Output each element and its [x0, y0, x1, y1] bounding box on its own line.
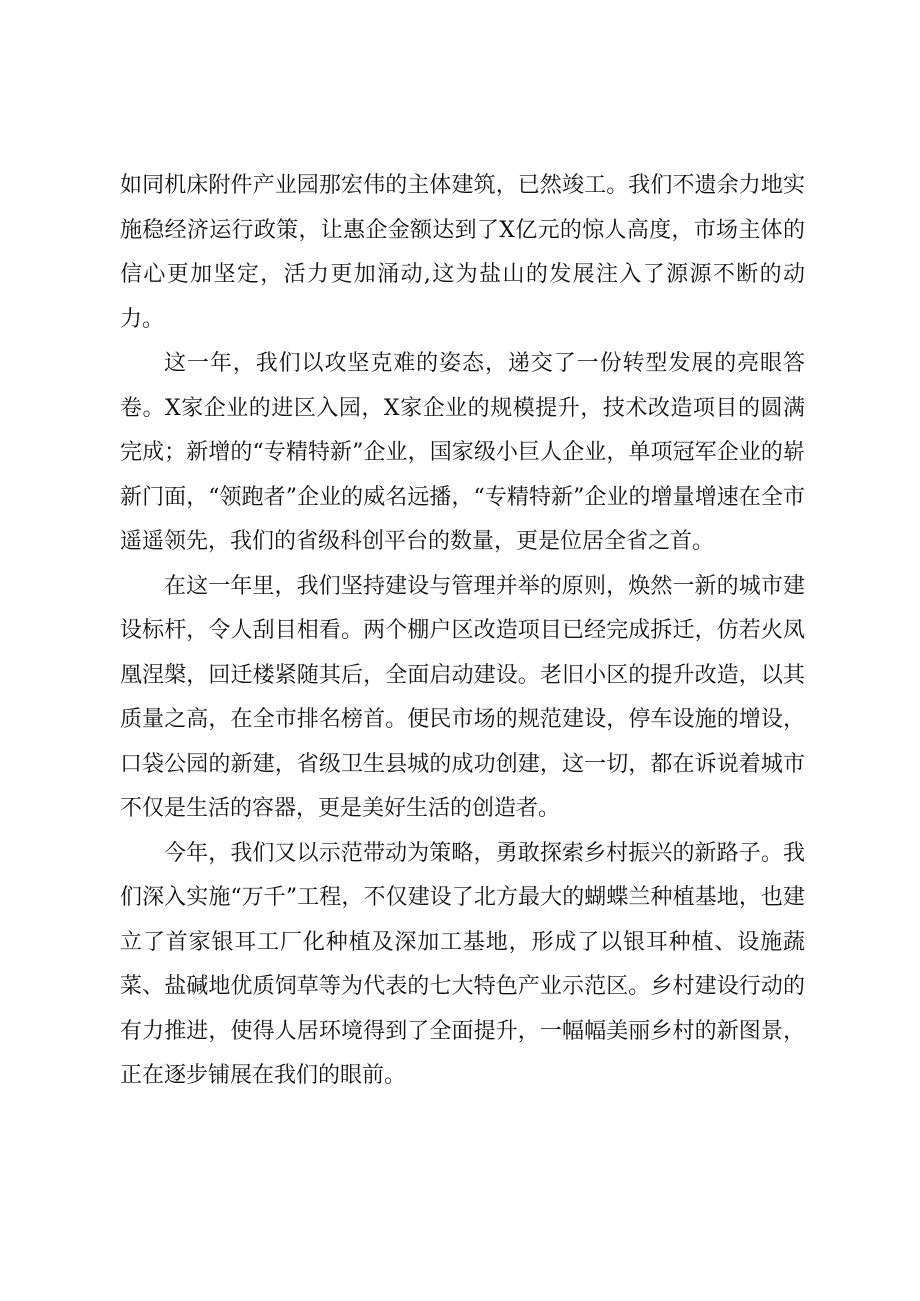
- paragraph: 在这一年里，我们坚持建设与管理并举的原则，焕然一新的城市建设标杆，令人刮目相看。两个棚户区改造项目已经完成拆迁，仿若火凤凰涅槃，回迁楼紧随其后，全面启动建设。老旧小区的提升改造，以其质量之高，在全市排名榜首。便民市场的规范建设，停车设施的增设，口袋公园的新建，省级卫生县城的成功创建，这一切，都在诉说着城市不仅是生活的容器，更是美好生活的创造者。: [120, 573, 805, 821]
- paragraph: 这一年，我们以攻坚克难的姿态，递交了一份转型发展的亮眼答卷。X家企业的进区入园，X家企业的规模提升，技术改造项目的圆满完成；新增的“专精特新”企业，国家级小巨人企业，单项冠军企业的崭新门面，“领跑者”企业的威名远播，“专精特新”企业的增量增速在全市遥遥领先，我们的省级科创平台的数量，更是位居全省之首。: [120, 351, 805, 554]
- paragraph: 如同机床附件产业园那宏伟的主体建筑，已然竣工。我们不遗余力地实施稳经济运行政策，让惠企金额达到了X亿元的惊人高度，市场主体的信心更加坚定，活力更加涌动,这为盐山的发展注入了源源不断的动力。: [120, 173, 805, 332]
- document-body: [120, 164, 805, 1099]
- paragraph: 今年，我们又以示范带动为策略，勇敢探索乡村振兴的新路子。我们深入实施“万千”工程，不仅建设了北方最大的蝴蝶兰种植基地，也建立了首家银耳工厂化种植及深加工基地，形成了以银耳种植、设施蔬菜、盐碱地优质饲草等为代表的七大特色产业示范区。乡村建设行动的有力推进，使得人居环境得到了全面提升，一幅幅美丽乡村的新图景，正在逐步铺展在我们的眼前。: [120, 840, 805, 1088]
